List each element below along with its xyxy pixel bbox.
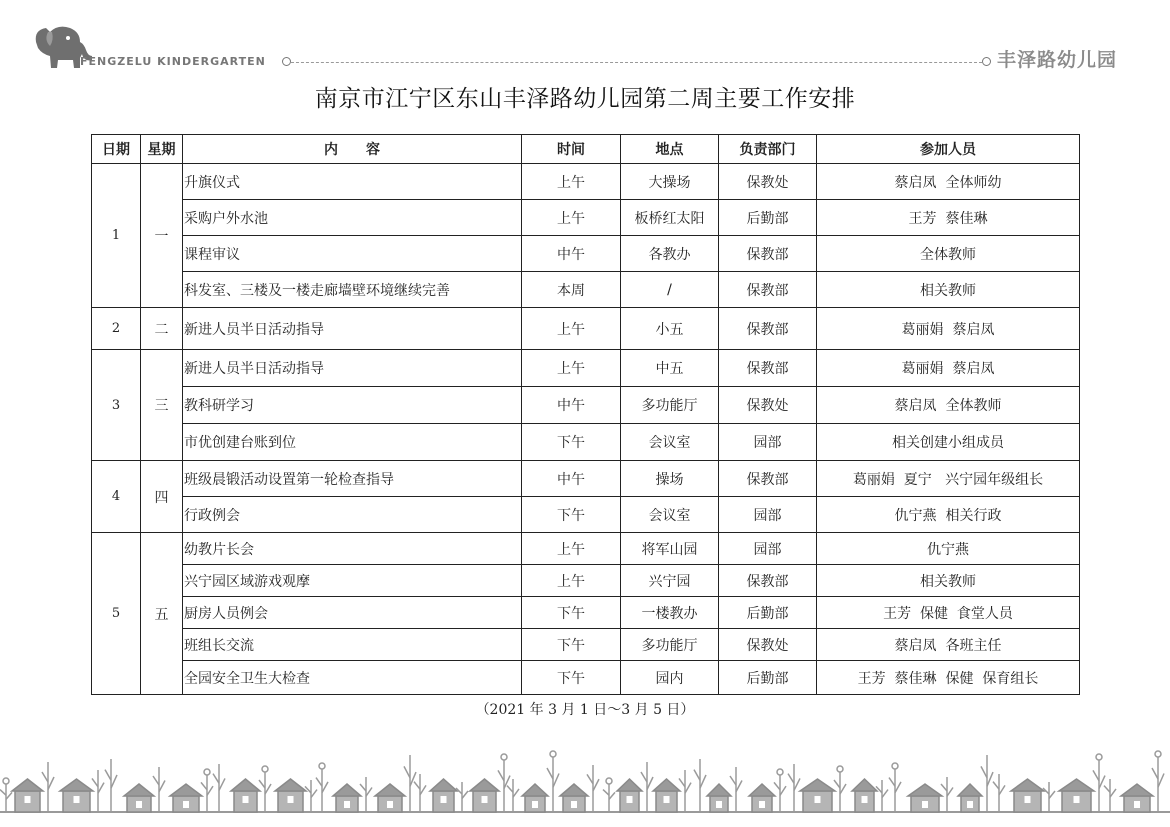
table-row <box>92 236 1080 272</box>
place-cell: 操场 <box>621 461 719 497</box>
dept-cell: 后勤部 <box>719 200 817 236</box>
time-cell: 下午 <box>522 661 621 695</box>
time-cell: 下午 <box>522 629 621 661</box>
logo-english-text: FENGZELU KINDERGARTEN <box>80 55 266 68</box>
people-cell: 蔡启凤 全体师幼 <box>817 164 1080 200</box>
weekday-cell: 五 <box>141 533 183 695</box>
place-cell: 会议室 <box>621 424 719 461</box>
header-date: 日期 <box>92 135 141 164</box>
weekday-cell: 三 <box>141 350 183 461</box>
dept-cell: 后勤部 <box>719 597 817 629</box>
people-cell: 蔡启凤 各班主任 <box>817 629 1080 661</box>
place-cell: 会议室 <box>621 497 719 533</box>
task-cell: 新进人员半日活动指导 <box>183 350 522 387</box>
date-cell: 2 <box>92 308 141 350</box>
people-cell: 葛丽娟 蔡启凤 <box>817 350 1080 387</box>
place-cell: / <box>621 272 719 308</box>
table-header-row <box>92 135 1080 164</box>
time-cell: 上午 <box>522 164 621 200</box>
dept-cell: 保教部 <box>719 272 817 308</box>
time-cell: 上午 <box>522 533 621 565</box>
time-cell: 上午 <box>522 200 621 236</box>
place-cell: 板桥红太阳 <box>621 200 719 236</box>
people-cell: 王芳 保健 食堂人员 <box>817 597 1080 629</box>
table-row <box>92 424 1080 461</box>
task-cell: 兴宁园区域游戏观摩 <box>183 565 522 597</box>
village-scenery-icon <box>0 742 1170 827</box>
task-cell: 班级晨锻活动设置第一轮检查指导 <box>183 461 522 497</box>
table-row <box>92 533 1080 565</box>
place-cell: 大操场 <box>621 164 719 200</box>
time-cell: 上午 <box>522 350 621 387</box>
weekday-cell: 一 <box>141 164 183 308</box>
dept-cell: 保教部 <box>719 308 817 350</box>
people-cell: 相关教师 <box>817 565 1080 597</box>
logo-chinese-text: 丰泽路幼儿园 <box>997 49 1118 71</box>
dept-cell: 保教处 <box>719 164 817 200</box>
time-cell: 下午 <box>522 497 621 533</box>
people-cell: 王芳 蔡佳琳 <box>817 200 1080 236</box>
date-cell: 1 <box>92 164 141 308</box>
task-cell: 行政例会 <box>183 497 522 533</box>
place-cell: 园内 <box>621 661 719 695</box>
table-row <box>92 164 1080 200</box>
place-cell: 各教办 <box>621 236 719 272</box>
dept-cell: 保教部 <box>719 461 817 497</box>
place-cell: 小五 <box>621 308 719 350</box>
header-content: 内 容 <box>183 135 522 164</box>
dept-cell: 园部 <box>719 497 817 533</box>
time-cell: 下午 <box>522 424 621 461</box>
task-cell: 厨房人员例会 <box>183 597 522 629</box>
place-cell: 一楼教办 <box>621 597 719 629</box>
time-cell: 本周 <box>522 272 621 308</box>
dept-cell: 园部 <box>719 533 817 565</box>
header-place: 地点 <box>621 135 719 164</box>
task-cell: 科发室、三楼及一楼走廊墙壁环境继续完善 <box>183 272 522 308</box>
date-cell: 5 <box>92 533 141 695</box>
table-row <box>92 497 1080 533</box>
task-cell: 课程审议 <box>183 236 522 272</box>
table-row <box>92 565 1080 597</box>
people-cell: 相关创建小组成员 <box>817 424 1080 461</box>
time-cell: 上午 <box>522 565 621 597</box>
task-cell: 教科研学习 <box>183 387 522 424</box>
header-divider <box>286 62 982 63</box>
time-cell: 中午 <box>522 236 621 272</box>
people-cell: 葛丽娟 蔡启凤 <box>817 308 1080 350</box>
task-cell: 市优创建台账到位 <box>183 424 522 461</box>
place-cell: 中五 <box>621 350 719 387</box>
place-cell: 多功能厅 <box>621 629 719 661</box>
page-title: 南京市江宁区东山丰泽路幼儿园第二周主要工作安排 <box>314 86 856 112</box>
dept-cell: 后勤部 <box>719 661 817 695</box>
people-cell: 蔡启凤 全体教师 <box>817 387 1080 424</box>
dept-cell: 保教处 <box>719 387 817 424</box>
place-cell: 多功能厅 <box>621 387 719 424</box>
time-cell: 中午 <box>522 461 621 497</box>
header-weekday: 星期 <box>141 135 183 164</box>
people-cell: 王芳 蔡佳琳 保健 保育组长 <box>817 661 1080 695</box>
weekday-cell: 二 <box>141 308 183 350</box>
header-time: 时间 <box>522 135 621 164</box>
date-range-note: （2021 年 3 月 1 日～3 月 5 日） <box>475 702 695 718</box>
dept-cell: 园部 <box>719 424 817 461</box>
people-cell: 相关教师 <box>817 272 1080 308</box>
divider-left-dot <box>282 57 291 66</box>
time-cell: 上午 <box>522 308 621 350</box>
table-row <box>92 200 1080 236</box>
task-cell: 新进人员半日活动指导 <box>183 308 522 350</box>
table-row <box>92 661 1080 695</box>
task-cell: 全园安全卫生大检查 <box>183 661 522 695</box>
place-cell: 将军山园 <box>621 533 719 565</box>
divider-right-dot <box>982 57 991 66</box>
table-row <box>92 272 1080 308</box>
table-row <box>92 387 1080 424</box>
people-cell: 全体教师 <box>817 236 1080 272</box>
date-cell: 3 <box>92 350 141 461</box>
dept-cell: 保教部 <box>719 350 817 387</box>
people-cell: 仇宁燕 <box>817 533 1080 565</box>
table-row <box>92 629 1080 661</box>
people-cell: 仇宁燕 相关行政 <box>817 497 1080 533</box>
task-cell: 班组长交流 <box>183 629 522 661</box>
task-cell: 幼教片长会 <box>183 533 522 565</box>
table-row <box>92 597 1080 629</box>
table-row <box>92 350 1080 387</box>
header-people: 参加人员 <box>817 135 1080 164</box>
dept-cell: 保教处 <box>719 629 817 661</box>
weekday-cell: 四 <box>141 461 183 533</box>
time-cell: 中午 <box>522 387 621 424</box>
schedule-table <box>91 134 1080 695</box>
task-cell: 升旗仪式 <box>183 164 522 200</box>
place-cell: 兴宁园 <box>621 565 719 597</box>
date-cell: 4 <box>92 461 141 533</box>
header-dept: 负责部门 <box>719 135 817 164</box>
dept-cell: 保教部 <box>719 565 817 597</box>
dept-cell: 保教部 <box>719 236 817 272</box>
task-cell: 采购户外水池 <box>183 200 522 236</box>
time-cell: 下午 <box>522 597 621 629</box>
table-row <box>92 308 1080 350</box>
table-row <box>92 461 1080 497</box>
people-cell: 葛丽娟 夏宁 兴宁园年级组长 <box>817 461 1080 497</box>
